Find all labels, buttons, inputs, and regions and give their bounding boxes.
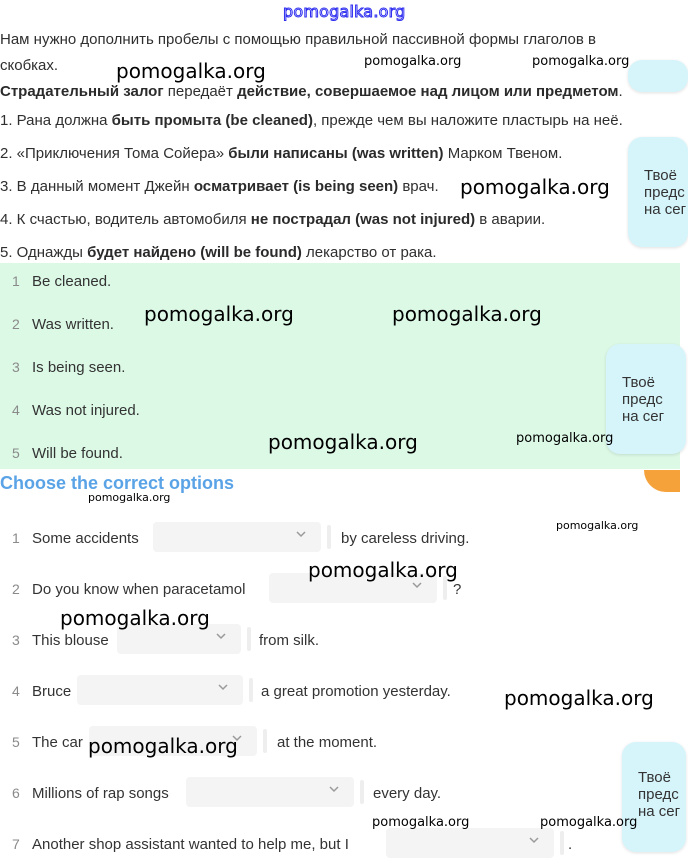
exercise-heading: Choose the correct options — [0, 473, 235, 493]
exercise-number: 3 — [12, 632, 20, 648]
chat-bubble-line: предс — [622, 391, 663, 408]
watermark: pomogalka.org — [504, 686, 654, 710]
watermark: pomogalka.org — [516, 431, 614, 446]
chat-bubble-line: предс — [644, 184, 685, 201]
answer-text: Was written. — [32, 316, 114, 333]
exercise-text-before: This blouse — [32, 632, 109, 649]
dropdown-divider — [249, 678, 253, 702]
chat-bubble-line: Твоё — [644, 167, 677, 184]
exercise-text-after: a great promotion yesterday. — [261, 683, 451, 700]
explanation-bold: будет найдено (will be found) — [87, 244, 302, 261]
watermark: pomogalka.org — [116, 59, 266, 83]
watermark: pomogalka.org — [60, 606, 210, 630]
rule-bold-1: Страдательный залог — [0, 83, 164, 100]
explanation-prefix: 2. «Приключения Тома Сойера» — [0, 145, 229, 162]
watermark-top: pomogalka.org — [283, 2, 406, 21]
watermark: pomogalka.org — [460, 175, 610, 199]
answer-number: 1 — [12, 273, 20, 289]
exercise-text-before: The car — [32, 734, 83, 751]
intro-paragraph — [0, 27, 670, 79]
chat-bubble-line: Твоё — [622, 374, 655, 391]
dropdown-divider — [360, 780, 364, 804]
answer-number: 4 — [12, 402, 20, 418]
watermark: pomogalka.org — [268, 430, 418, 454]
explanation-suffix: Марком Твеном. — [443, 145, 563, 162]
explanation-bold: были написаны (was written) — [228, 145, 444, 162]
explanation-line-1 — [0, 108, 670, 134]
rule-text-2: . — [618, 83, 623, 100]
exercise-number: 1 — [12, 530, 20, 546]
chat-bubble-3[interactable] — [622, 742, 686, 852]
chat-bubble-line: на сег — [622, 408, 665, 425]
chat-bubble-line: Твоё — [638, 769, 671, 786]
exercise-number: 6 — [12, 785, 20, 801]
answer-dropdown-7[interactable] — [386, 828, 554, 858]
watermark: pomogalka.org — [372, 815, 470, 830]
chat-bubble-top[interactable] — [628, 60, 688, 92]
explanation-bold: быть промыта (be cleaned) — [111, 112, 313, 129]
exercise-text-before: Millions of rap songs — [32, 785, 169, 802]
answer-dropdown-1[interactable] — [153, 522, 321, 552]
explanation-bold: не пострадал (was not injured) — [250, 211, 476, 228]
exercise-row-7 — [0, 828, 680, 862]
explanation-prefix: 1. Рана должна — [0, 112, 112, 129]
intro-line-2: скобках. — [0, 57, 59, 74]
exercise-text-after: at the moment. — [277, 734, 378, 751]
chat-bubble-2[interactable] — [606, 344, 686, 454]
chat-bubble-line: на сег — [638, 803, 681, 820]
explanation-line-4 — [0, 207, 670, 233]
chat-bubble-line: предс — [638, 786, 679, 803]
exercise-number: 4 — [12, 683, 20, 699]
rule-text-1: передаёт — [163, 83, 238, 100]
answer-text: Was not injured. — [32, 402, 140, 419]
chevron-down-icon — [217, 681, 229, 693]
exercise-text-before: Some accidents — [32, 530, 139, 547]
answer-text: Be cleaned. — [32, 273, 112, 290]
answer-number: 2 — [12, 316, 20, 332]
chevron-down-icon — [295, 528, 307, 540]
watermark: pomogalka.org — [144, 302, 294, 326]
explanation-bold: осматривает (is being seen) — [193, 178, 399, 195]
exercise-text-after: from silk. — [259, 632, 319, 649]
dropdown-divider — [247, 627, 251, 651]
dropdown-divider — [560, 831, 564, 855]
watermark: pomogalka.org — [308, 558, 458, 582]
explanation-suffix: в аварии. — [475, 211, 546, 228]
watermark: pomogalka.org — [540, 815, 638, 830]
chevron-down-icon — [328, 783, 340, 795]
exercise-number: 5 — [12, 734, 20, 750]
exercise-text-after: . — [568, 836, 573, 853]
watermark: pomogalka.org — [364, 54, 462, 69]
exercise-text-after: by careless driving. — [341, 530, 470, 547]
explanation-suffix: врач. — [398, 178, 439, 195]
explanation-prefix: 3. В данный момент Джейн — [0, 178, 194, 195]
answer-dropdown-4[interactable] — [77, 675, 243, 705]
exercise-text-before: Do you know when paracetamol — [32, 581, 246, 598]
exercise-row-6 — [0, 777, 680, 811]
dropdown-divider — [327, 525, 331, 549]
answer-number: 5 — [12, 445, 20, 461]
explanation-prefix: 4. К счастью, водитель автомобиля — [0, 211, 251, 228]
exercise-text-before: Bruce — [32, 683, 72, 700]
chevron-down-icon — [528, 834, 540, 846]
exercise-text-after: ? — [453, 581, 462, 598]
exercise-text-before: Another shop assistant wanted to help me, but I — [32, 836, 349, 853]
chat-bubble-line: на сег — [644, 201, 687, 218]
answer-dropdown-6[interactable] — [186, 777, 354, 807]
watermark: pomogalka.org — [88, 491, 171, 504]
explanation-suffix: лекарство от рака. — [301, 244, 437, 261]
answer-number: 3 — [12, 359, 20, 375]
explanation-prefix: 5. Однажды — [0, 244, 88, 261]
watermark: pomogalka.org — [532, 54, 630, 69]
chevron-down-icon — [215, 630, 227, 642]
answer-text: Is being seen. — [32, 359, 126, 376]
chat-bubble-1[interactable] — [628, 137, 688, 247]
decorative-orange-shape — [644, 470, 680, 492]
rule-bold-2: действие, совершаемое над лицом или предметом — [237, 83, 619, 100]
explanation-line-2 — [0, 141, 670, 167]
watermark: pomogalka.org — [556, 519, 639, 532]
watermark: pomogalka.org — [392, 302, 542, 326]
rule-line — [0, 79, 670, 105]
answer-text: Will be found. — [32, 445, 123, 462]
exercise-text-after: every day. — [373, 785, 442, 802]
exercise-number: 7 — [12, 836, 20, 852]
exercise-number: 2 — [12, 581, 20, 597]
watermark: pomogalka.org — [88, 734, 238, 758]
intro-line-1: Нам нужно дополнить пробелы с помощью правильной пассивной формы глаголов в — [0, 31, 596, 48]
dropdown-divider — [263, 729, 267, 753]
explanation-suffix: , прежде чем вы наложите пластырь на неё. — [312, 112, 623, 129]
